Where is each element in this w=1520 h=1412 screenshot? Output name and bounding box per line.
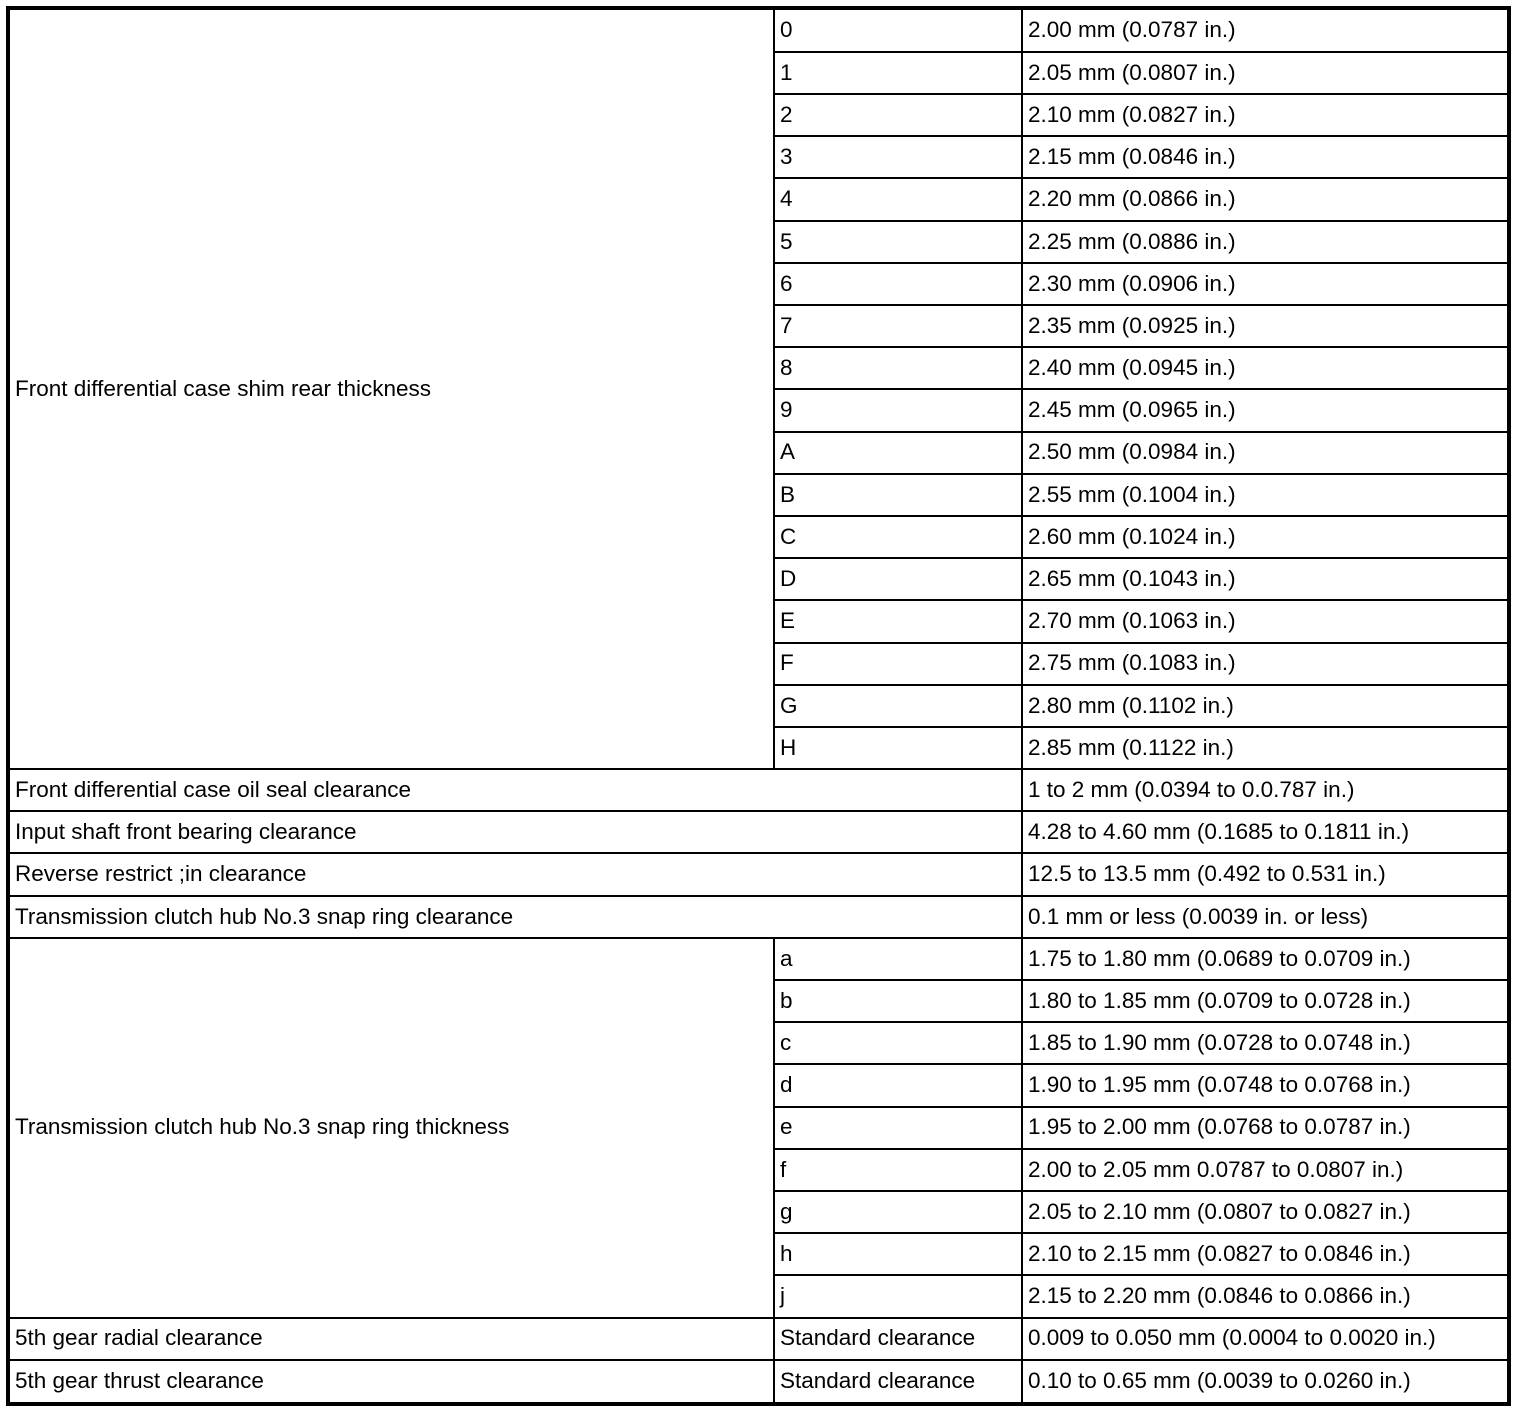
spec-item-label: 5th gear radial clearance (8, 1318, 774, 1360)
spec-value: 2.60 mm (0.1024 in.) (1022, 516, 1509, 558)
specification-table (6, 6, 1511, 1406)
table-row (8, 769, 1509, 811)
spec-mark: 0 (774, 8, 1022, 52)
spec-item-label: 5th gear thrust clearance (8, 1360, 774, 1404)
spec-value: 2.05 mm (0.0807 in.) (1022, 52, 1509, 94)
spec-mark: 4 (774, 178, 1022, 220)
spec-mark: A (774, 432, 1022, 474)
spec-value: 1 to 2 mm (0.0394 to 0.0.787 in.) (1022, 769, 1509, 811)
spec-mark: 5 (774, 221, 1022, 263)
spec-condition: Standard clearance (774, 1360, 1022, 1404)
spec-mark: f (774, 1149, 1022, 1191)
table-row (8, 1360, 1509, 1404)
spec-value: 2.05 to 2.10 mm (0.0807 to 0.0827 in.) (1022, 1191, 1509, 1233)
spec-mark: g (774, 1191, 1022, 1233)
spec-mark: 9 (774, 389, 1022, 431)
spec-mark: c (774, 1022, 1022, 1064)
table-row (8, 853, 1509, 895)
spec-value: 2.70 mm (0.1063 in.) (1022, 600, 1509, 642)
spec-value: 2.15 to 2.20 mm (0.0846 to 0.0866 in.) (1022, 1275, 1509, 1317)
spec-item-label: Transmission clutch hub No.3 snap ring clearance (8, 896, 1022, 938)
spec-mark: H (774, 727, 1022, 769)
spec-item-label: Reverse restrict ;in clearance (8, 853, 1022, 895)
spec-value: 1.95 to 2.00 mm (0.0768 to 0.0787 in.) (1022, 1107, 1509, 1149)
spec-value: 1.80 to 1.85 mm (0.0709 to 0.0728 in.) (1022, 980, 1509, 1022)
spec-value: 4.28 to 4.60 mm (0.1685 to 0.1811 in.) (1022, 811, 1509, 853)
spec-item-label: Input shaft front bearing clearance (8, 811, 1022, 853)
spec-condition: Standard clearance (774, 1318, 1022, 1360)
spec-value: 2.15 mm (0.0846 in.) (1022, 136, 1509, 178)
spec-mark: a (774, 938, 1022, 980)
spec-value: 2.35 mm (0.0925 in.) (1022, 305, 1509, 347)
spec-value: 2.10 to 2.15 mm (0.0827 to 0.0846 in.) (1022, 1233, 1509, 1275)
spec-value: 2.25 mm (0.0886 in.) (1022, 221, 1509, 263)
spec-mark: F (774, 643, 1022, 685)
spec-item-label: Transmission clutch hub No.3 snap ring thickness (8, 938, 774, 1318)
table-row (8, 896, 1509, 938)
table-row (8, 8, 1509, 52)
spec-mark: 3 (774, 136, 1022, 178)
spec-value: 1.85 to 1.90 mm (0.0728 to 0.0748 in.) (1022, 1022, 1509, 1064)
spec-item-label: Front differential case shim rear thickness (8, 8, 774, 769)
spec-mark: h (774, 1233, 1022, 1275)
spec-item-label: Front differential case oil seal clearance (8, 769, 1022, 811)
spec-value: 2.80 mm (0.1102 in.) (1022, 685, 1509, 727)
spec-value: 2.55 mm (0.1004 in.) (1022, 474, 1509, 516)
spec-mark: C (774, 516, 1022, 558)
spec-value: 2.50 mm (0.0984 in.) (1022, 432, 1509, 474)
spec-value: 2.10 mm (0.0827 in.) (1022, 94, 1509, 136)
spec-mark: b (774, 980, 1022, 1022)
spec-value: 1.90 to 1.95 mm (0.0748 to 0.0768 in.) (1022, 1064, 1509, 1106)
spec-value: 2.00 mm (0.0787 in.) (1022, 8, 1509, 52)
specification-table-body (8, 8, 1509, 1404)
spec-value: 0.009 to 0.050 mm (0.0004 to 0.0020 in.) (1022, 1318, 1509, 1360)
spec-value: 2.75 mm (0.1083 in.) (1022, 643, 1509, 685)
spec-value: 1.75 to 1.80 mm (0.0689 to 0.0709 in.) (1022, 938, 1509, 980)
spec-mark: B (774, 474, 1022, 516)
spec-mark: 6 (774, 263, 1022, 305)
spec-value: 0.10 to 0.65 mm (0.0039 to 0.0260 in.) (1022, 1360, 1509, 1404)
spec-value: 2.85 mm (0.1122 in.) (1022, 727, 1509, 769)
spec-mark: j (774, 1275, 1022, 1317)
spec-mark: D (774, 558, 1022, 600)
table-row (8, 938, 1509, 980)
spec-value: 2.40 mm (0.0945 in.) (1022, 347, 1509, 389)
spec-value: 2.20 mm (0.0866 in.) (1022, 178, 1509, 220)
spec-value: 12.5 to 13.5 mm (0.492 to 0.531 in.) (1022, 853, 1509, 895)
spec-mark: d (774, 1064, 1022, 1106)
spec-value: 0.1 mm or less (0.0039 in. or less) (1022, 896, 1509, 938)
table-row (8, 811, 1509, 853)
spec-mark: 1 (774, 52, 1022, 94)
spec-mark: E (774, 600, 1022, 642)
spec-mark: e (774, 1107, 1022, 1149)
spec-mark: 8 (774, 347, 1022, 389)
spec-mark: G (774, 685, 1022, 727)
spec-mark: 2 (774, 94, 1022, 136)
spec-value: 2.30 mm (0.0906 in.) (1022, 263, 1509, 305)
spec-value: 2.00 to 2.05 mm 0.0787 to 0.0807 in.) (1022, 1149, 1509, 1191)
table-row (8, 1318, 1509, 1360)
spec-mark: 7 (774, 305, 1022, 347)
spec-value: 2.65 mm (0.1043 in.) (1022, 558, 1509, 600)
spec-value: 2.45 mm (0.0965 in.) (1022, 389, 1509, 431)
